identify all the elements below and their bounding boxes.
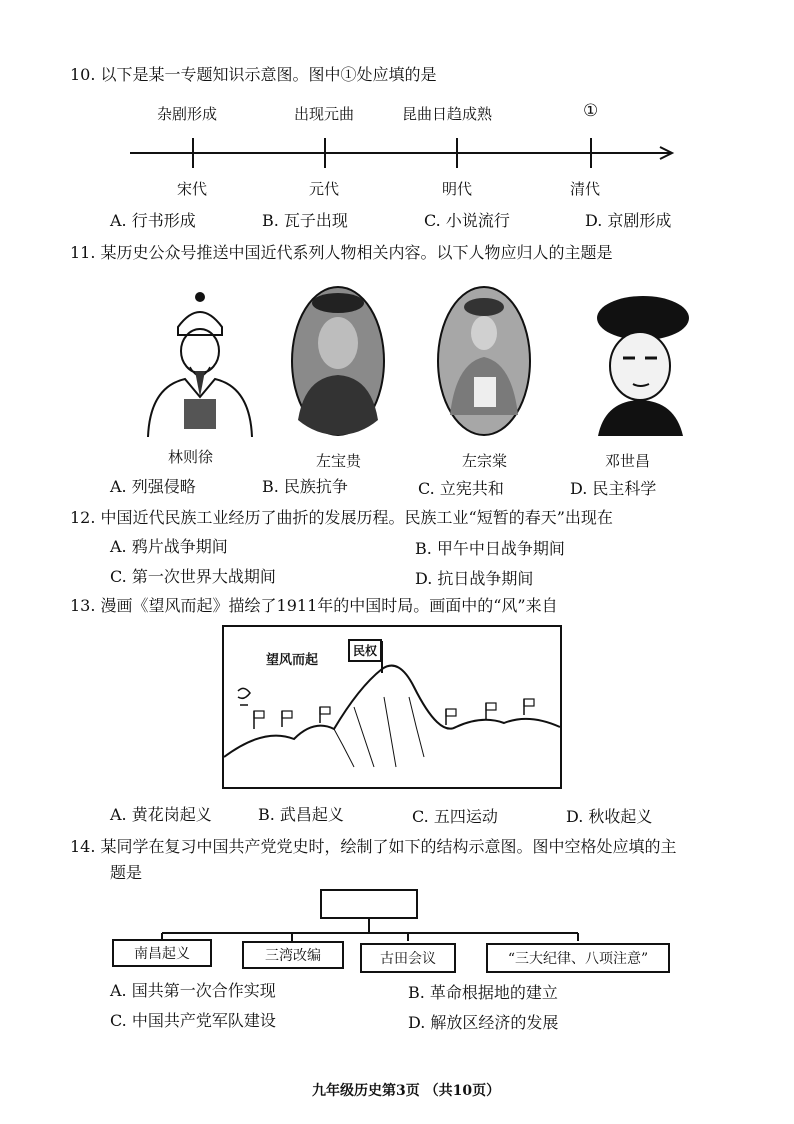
q10-option-a[interactable]: A. 行书形成: [110, 211, 196, 230]
q14-option-d[interactable]: D. 解放区经济的发展: [408, 1013, 559, 1032]
timeline-event-2: 出现元曲: [294, 105, 355, 123]
timeline-event-1: 杂剧形成: [157, 105, 218, 123]
portrait-zuo-zongtang: [436, 285, 532, 437]
portrait-zuo-baogui: [290, 285, 386, 437]
q12-option-d[interactable]: D. 抗日战争期间: [415, 569, 534, 588]
q11-option-a[interactable]: A. 列强侵略: [110, 477, 196, 496]
q13-option-d[interactable]: D. 秋收起义: [566, 807, 653, 826]
q11-option-d[interactable]: D. 民主科学: [570, 479, 657, 498]
q10-option-d[interactable]: D. 京剧形成: [585, 211, 672, 230]
q14-stem-line1: 14. 某同学在复习中国共产党党史时，绘制了如下的结构示意图。图中空格处应填的主: [70, 837, 677, 856]
timeline-axis: [0, 130, 794, 190]
q13-option-b[interactable]: B. 武昌起义: [258, 805, 344, 824]
q11-stem: 11. 某历史公众号推送中国近代系列人物相关内容。以下人物应归人的主题是: [70, 243, 613, 262]
structure-box-3: 古田会议: [360, 943, 456, 973]
q14-option-b[interactable]: B. 革命根据地的建立: [408, 983, 558, 1002]
timeline-dynasty-2: 元代: [309, 180, 340, 198]
portrait-caption-2: 左宝贵: [316, 452, 362, 470]
q11-option-c[interactable]: C. 立宪共和: [418, 479, 504, 498]
q12-option-a[interactable]: A. 鸦片战争期间: [110, 537, 228, 556]
q10-option-c[interactable]: C. 小说流行: [424, 211, 510, 230]
timeline-dynasty-4: 清代: [570, 180, 601, 198]
q14-option-c[interactable]: C. 中国共产党军队建设: [110, 1011, 276, 1030]
q14-option-a[interactable]: A. 国共第一次合作实现: [110, 981, 276, 1000]
timeline-blank-marker: ①: [583, 101, 599, 121]
q13-stem: 13. 漫画《望风而起》描绘了1911年的中国时局。画面中的“风”来自: [70, 596, 558, 615]
cartoon-mountain-drawing: [224, 627, 560, 787]
q12-stem: 12. 中国近代民族工业经历了曲折的发展历程。民族工业“短暂的春天”出现在: [70, 508, 613, 527]
cartoon-title: 望风而起: [266, 653, 319, 668]
structure-box-4: “三大纪律、八项注意”: [486, 943, 670, 973]
q14-stem-line2: 题是: [110, 863, 143, 882]
timeline-dynasty-1: 宋代: [177, 180, 208, 198]
q11-option-b[interactable]: B. 民族抗争: [262, 477, 348, 496]
cartoon-flag-label: 民权: [348, 639, 382, 662]
structure-blank-box: [320, 889, 418, 919]
portrait-lin-zexu: [140, 287, 260, 437]
q13-option-c[interactable]: C. 五四运动: [412, 807, 498, 826]
q10-option-b[interactable]: B. 瓦子出现: [262, 211, 348, 230]
portrait-caption-3: 左宗棠: [462, 452, 508, 470]
portrait-caption-1: 林则徐: [168, 448, 214, 466]
q12-option-b[interactable]: B. 甲午中日战争期间: [415, 539, 565, 558]
page-footer: 九年级历史第3页 （共10页）: [312, 1083, 501, 1099]
q13-option-a[interactable]: A. 黄花岗起义: [110, 805, 212, 824]
q13-cartoon: [222, 625, 562, 789]
q10-stem: 10. 以下是某一专题知识示意图。图中①处应填的是: [70, 65, 437, 84]
timeline-dynasty-3: 明代: [442, 180, 473, 198]
portrait-deng-shichang: [593, 296, 693, 436]
portrait-caption-4: 邓世昌: [605, 452, 651, 470]
structure-box-1: 南昌起义: [112, 939, 212, 967]
timeline-event-3: 昆曲日趋成熟: [402, 105, 493, 123]
structure-box-2: 三湾改编: [242, 941, 344, 969]
q12-option-c[interactable]: C. 第一次世界大战期间: [110, 567, 276, 586]
